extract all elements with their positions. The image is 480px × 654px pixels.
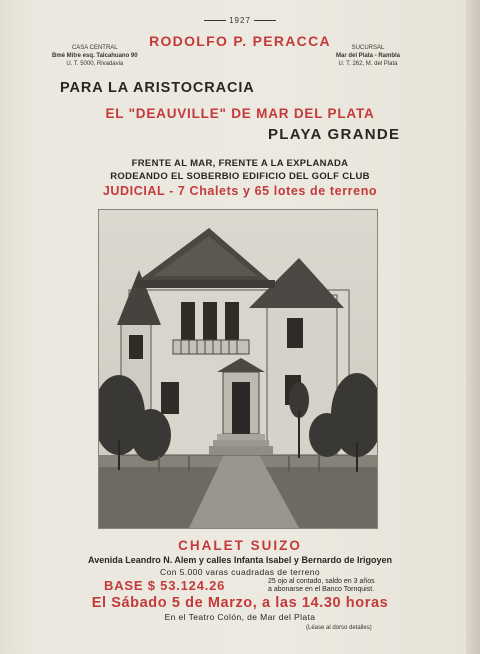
property-address: Avenida Leandro N. Alem y calles Infanta Isabel y Bernardo de Irigoyen xyxy=(88,555,392,565)
base-price: BASE $ 53.124.26 xyxy=(104,578,226,593)
headline-judicial: JUDICIAL - 7 Chalets y 65 lotes de terreno xyxy=(102,184,378,198)
left-office-line1: Bmé Mitre esq. Talcahuano 90 xyxy=(52,53,138,59)
right-office-title: SUCURSAL xyxy=(351,45,385,51)
headline-deauville: EL "DEAUVILLE" DE MAR DEL PLATA xyxy=(105,106,375,121)
right-office-line1: Mar del Plata - Rambla xyxy=(336,53,401,59)
auction-date: El Sábado 5 de Marzo, a las 14.30 horas xyxy=(91,595,389,611)
payment-terms-line2: a abonarse en el Banco Tornquist. xyxy=(268,586,375,593)
headline-aristocracia: PARA LA ARISTOCRACIA xyxy=(60,80,255,96)
payment-terms xyxy=(268,578,375,594)
chalet-photo-illustration xyxy=(99,210,377,528)
year-text: 1927 xyxy=(229,16,251,25)
left-office xyxy=(52,44,138,68)
firm-name: RODOLFO P. PERACCA xyxy=(149,33,331,49)
subheadline-line2: RODEANDO EL SOBERBIO EDIFICIO DEL GOLF CLUB xyxy=(110,171,370,182)
rule-right xyxy=(254,20,276,21)
right-office xyxy=(336,44,400,68)
subheadline xyxy=(0,157,480,183)
chalet-photo xyxy=(98,209,378,529)
property-name: CHALET SUIZO xyxy=(178,538,302,553)
property-area: Con 5.000 varas cuadradas de terreno xyxy=(160,567,320,577)
see-reverse-note: (Léase al dorso detalles) xyxy=(306,625,372,631)
right-office-line2: U. T. 262, M. del Plata xyxy=(338,61,398,67)
year-line xyxy=(0,16,480,25)
auction-venue: En el Teatro Colón, de Mar del Plata xyxy=(164,612,316,622)
left-office-title: CASA CENTRAL xyxy=(71,45,118,51)
payment-terms-line1: 25 ojo al contado, saldo en 3 años xyxy=(268,578,375,585)
rule-left xyxy=(204,20,226,21)
subheadline-line1: FRENTE AL MAR, FRENTE A LA EXPLANADA xyxy=(131,158,349,169)
left-office-line2: U. T. 5000, Rivadavia xyxy=(66,61,124,67)
headline-playa-grande: PLAYA GRANDE xyxy=(268,126,401,143)
